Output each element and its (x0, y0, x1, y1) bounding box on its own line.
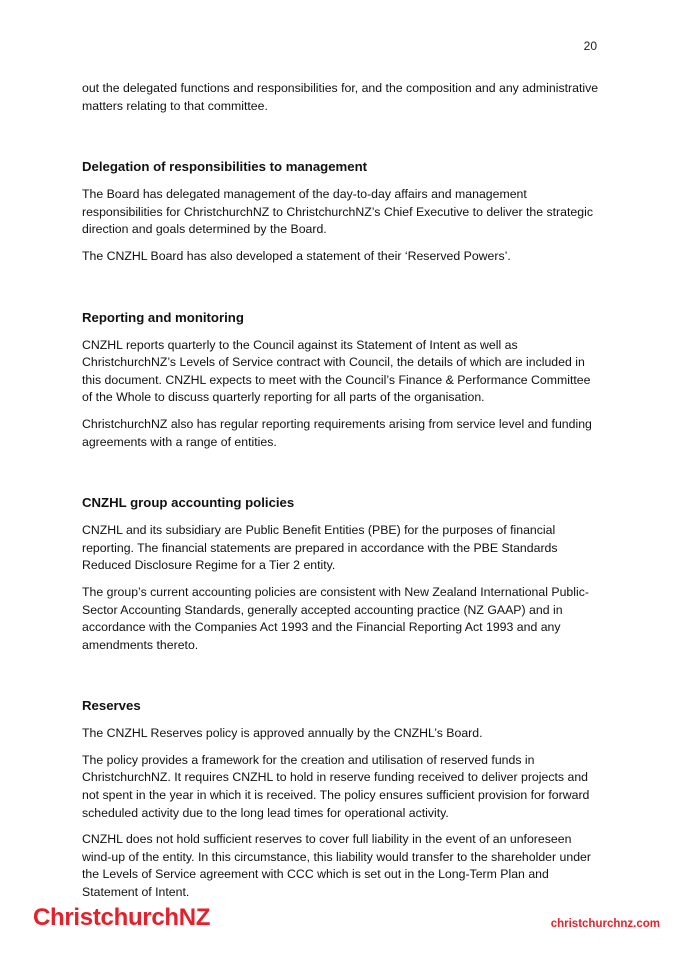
section-heading: Reserves (82, 698, 141, 714)
paragraph: The Board has delegated management of the day-to-day affairs and management responsibilities for ChristchurchNZ to ChristchurchNZ’s Chief Executive to deliver the strategic direction and goals determined by the Board. (82, 187, 593, 237)
paragraph: CNZHL and its subsidiary are Public Benefit Entities (PBE) for the purposes of financial reporting. The financial statements are prepared in accordance with the PBE Standards Reduced Disclosure Regime for a Tier 2 entity. (82, 523, 558, 573)
section-reporting (82, 309, 602, 452)
paragraph: The policy provides a framework for the creation and utilisation of reserved funds in ChristchurchNZ. It requires CNZHL to hold in reserve funding received to deliver projects and not spent in the year in which it is received. The policy ensures sufficient provision for forward scheduled activity due to the long lead times for operational activity. (82, 752, 590, 820)
section-heading: Reporting and monitoring (82, 309, 244, 325)
paragraph: CNZHL reports quarterly to the Council against its Statement of Intent as well as ChristchurchNZ’s Levels of Service contract with Council, the details of which are included in this document. CNZHL expects to meet with the Council’s Finance & Performance Committee of the Whole to discuss quarterly reporting for all parts of the organisation. (82, 337, 591, 405)
paragraph: The CNZHL Board has also developed a statement of their ‘Reserved Powers’. (82, 248, 511, 263)
document-body (82, 80, 602, 911)
paragraph: ChristchurchNZ also has regular reporting requirements arising from service level and funding agreements with a range of entities. (82, 416, 592, 449)
section-accounting-policies (82, 494, 602, 654)
section-reserves (82, 697, 602, 901)
christchurchnz-logo: ChristchurchNZ (33, 904, 211, 931)
section-heading: CNZHL group accounting policies (82, 495, 295, 511)
page-number: 20 (583, 39, 597, 53)
paragraph: The group’s current accounting policies are consistent with New Zealand International Public-Sector Accounting Standards, generally accepted accounting practice (NZ GAAP) and in accordance with the Companies Act 1993 and the Financial Reporting Act 1993 and any amendments thereto. (82, 584, 589, 652)
paragraph: The CNZHL Reserves policy is approved annually by the CNZHL’s Board. (82, 726, 483, 741)
section-heading: Delegation of responsibilities to management (82, 159, 368, 175)
website-link[interactable]: christchurchnz.com (550, 918, 660, 930)
section-delegation (82, 158, 602, 265)
intro-paragraph: out the delegated functions and responsibilities for, and the composition and any administrative matters relating to that committee. (82, 81, 599, 113)
paragraph: CNZHL does not hold sufficient reserves to cover full liability in the event of an unforeseen wind-up of the entity. In this circumstance, this liability would transfer to the shareholder under the Levels of Service agreement with CCC which is set out in the Long-Term Plan and Statement of Intent. (82, 832, 591, 900)
